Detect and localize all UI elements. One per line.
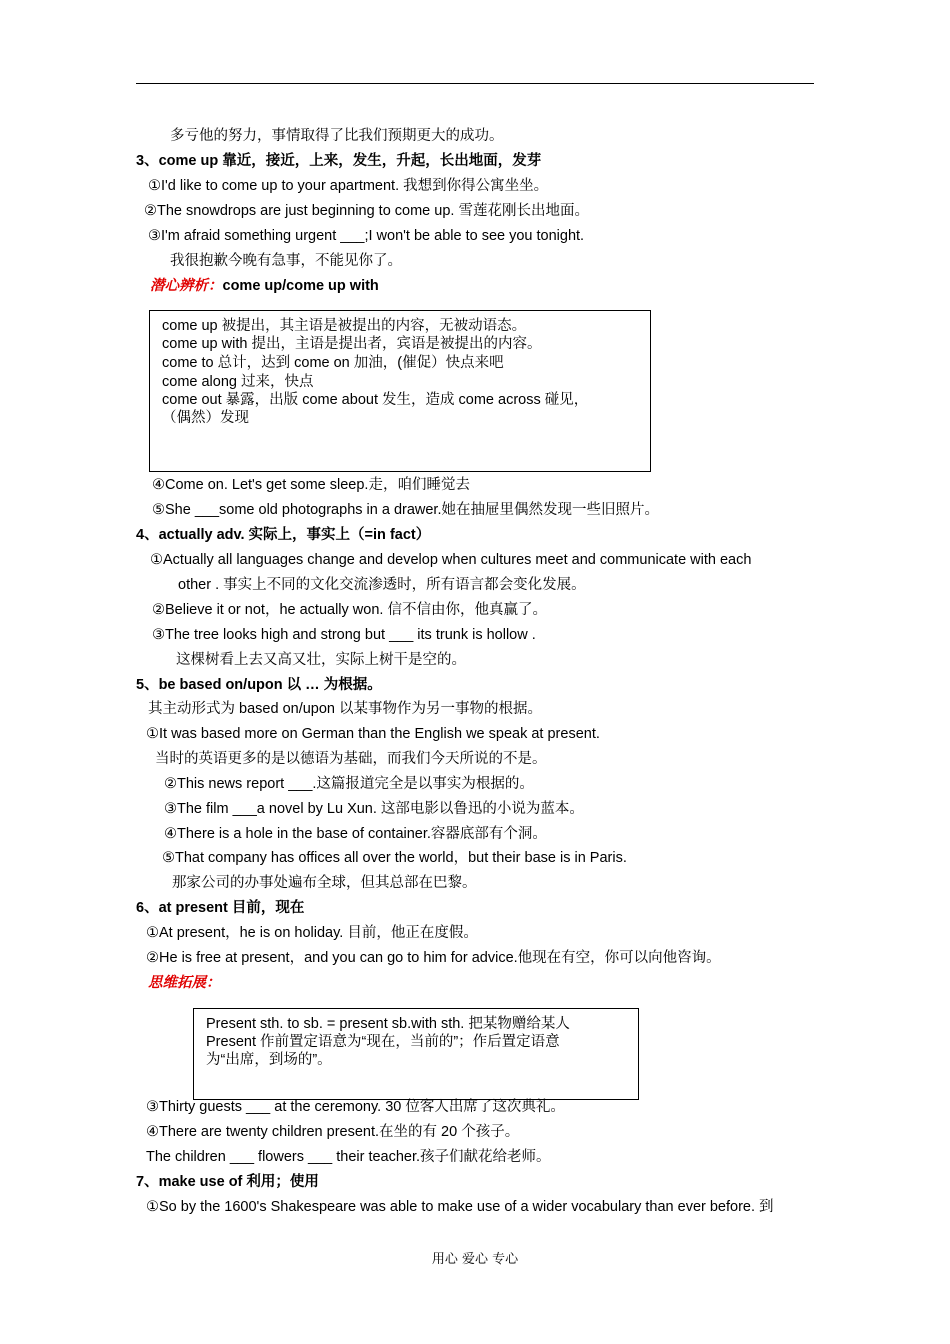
box-line: （偶然）发现 <box>162 410 249 426</box>
example-line: ②He is free at present，and you can go to him for advice.他现在有空，你可以向他咨询。 <box>146 950 721 966</box>
example-line: ①At present，he is on holiday. 目前，他正在度假。 <box>146 925 478 941</box>
come-phrases-box <box>149 310 651 472</box>
example-line: ②The snowdrops are just beginning to come up. 雪莲花刚长出地面。 <box>144 203 589 219</box>
example-line: ④There is a hole in the base of container.容器底部有个洞。 <box>164 826 547 842</box>
box-line: 为“出席，到场的”。 <box>206 1052 332 1068</box>
qianxin-line <box>150 276 379 296</box>
example-line: ②Believe it or not，he actually won. 信不信由你，他真赢了。 <box>152 602 547 618</box>
example-line: ③I'm afraid something urgent ___;I won't be able to see you tonight. <box>148 228 585 244</box>
box-line: Present sth. to sb. = present sb.with sth. 把某物赠给某人 <box>206 1016 570 1032</box>
example-line: ②This news report ___.这篇报道完全是以事实为根据的。 <box>164 776 534 792</box>
section-7-heading: 7、make use of 利用；使用 <box>136 1174 319 1190</box>
example-line: ①Actually all languages change and develop when cultures meet and communicate with each <box>150 552 752 568</box>
box-line: come along 过来，快点 <box>162 374 314 390</box>
example-line: ③Thirty guests ___ at the ceremony. 30 位客人出席了这次典礼。 <box>146 1099 565 1115</box>
example-line: ⑤That company has offices all over the world，but their base is in Paris. <box>162 850 627 866</box>
box-line: come out 暴露，出版 come about 发生，造成 come across 碰见， <box>162 392 589 408</box>
example-line: ①I'd like to come up to your apartment. 我想到你得公寓坐坐。 <box>148 178 549 194</box>
example-line: ④There are twenty children present.在坐的有 20 个孩子。 <box>146 1124 520 1140</box>
example-line: ①It was based more on German than the English we speak at present. <box>146 726 600 742</box>
example-line: ③The tree looks high and strong but ___ its trunk is hollow . <box>152 627 536 643</box>
translation-line: 那家公司的办事处遍布全球，但其总部在巴黎。 <box>172 875 477 891</box>
section-4-heading: 4、actually adv. 实际上，事实上（=in fact） <box>136 527 431 543</box>
page-footer: 用心 爱心 专心 <box>431 1252 519 1267</box>
box-line: Present 作前置定语意为“现在，当前的”；作后置定语意 <box>206 1034 560 1050</box>
header-rule <box>136 83 814 84</box>
text-line: 多亏他的努力，事情取得了比我们预期更大的成功。 <box>170 128 504 144</box>
translation-line: 这棵树看上去又高又壮，实际上树干是空的。 <box>176 652 466 668</box>
example-line: ④Come on. Let's get some sleep.走，咱们睡觉去 <box>152 477 470 493</box>
section-6-heading: 6、at present 目前，现在 <box>136 900 305 916</box>
text-line: 其主动形式为 based on/upon 以某事物作为另一事物的根据。 <box>148 701 543 717</box>
example-line: The children ___ flowers ___ their teacher.孩子们献花给老师。 <box>146 1149 551 1165</box>
siwei-label: 思维拓展： <box>148 975 221 991</box>
translation-line: 当时的英语更多的是以德语为基础，而我们今天所说的不是。 <box>155 751 547 767</box>
present-usage-box <box>193 1008 639 1100</box>
box-line: come up with 提出，主语是提出者，宾语是被提出的内容。 <box>162 336 542 352</box>
box-line: come up 被提出，其主语是被提出的内容，无被动语态。 <box>162 318 527 334</box>
qianxin-label: 潜心辨析： <box>150 278 223 294</box>
example-line: other . 事实上不同的文化交流渗透时，所有语言都会变化发展。 <box>178 577 586 593</box>
translation-line: 我很抱歉今晚有急事，不能见你了。 <box>170 253 402 269</box>
section-3-heading: 3、come up 靠近，接近，上来，发生，升起，长出地面，发芽 <box>136 153 542 169</box>
qianxin-topic: come up/come up with <box>222 278 379 294</box>
section-5-heading: 5、be based on/upon 以 … 为根据。 <box>136 677 382 693</box>
box-line: come to 总计，达到 come on 加油，(催促）快点来吧 <box>162 355 504 371</box>
example-line: ⑤She ___some old photographs in a drawer.她在抽屉里偶然发现一些旧照片。 <box>152 502 659 518</box>
example-line: ③The film ___a novel by Lu Xun. 这部电影以鲁迅的小说为蓝本。 <box>164 801 584 817</box>
example-line: ①So by the 1600's Shakespeare was able to make use of a wider vocabulary than ever before. 到 <box>146 1199 774 1215</box>
